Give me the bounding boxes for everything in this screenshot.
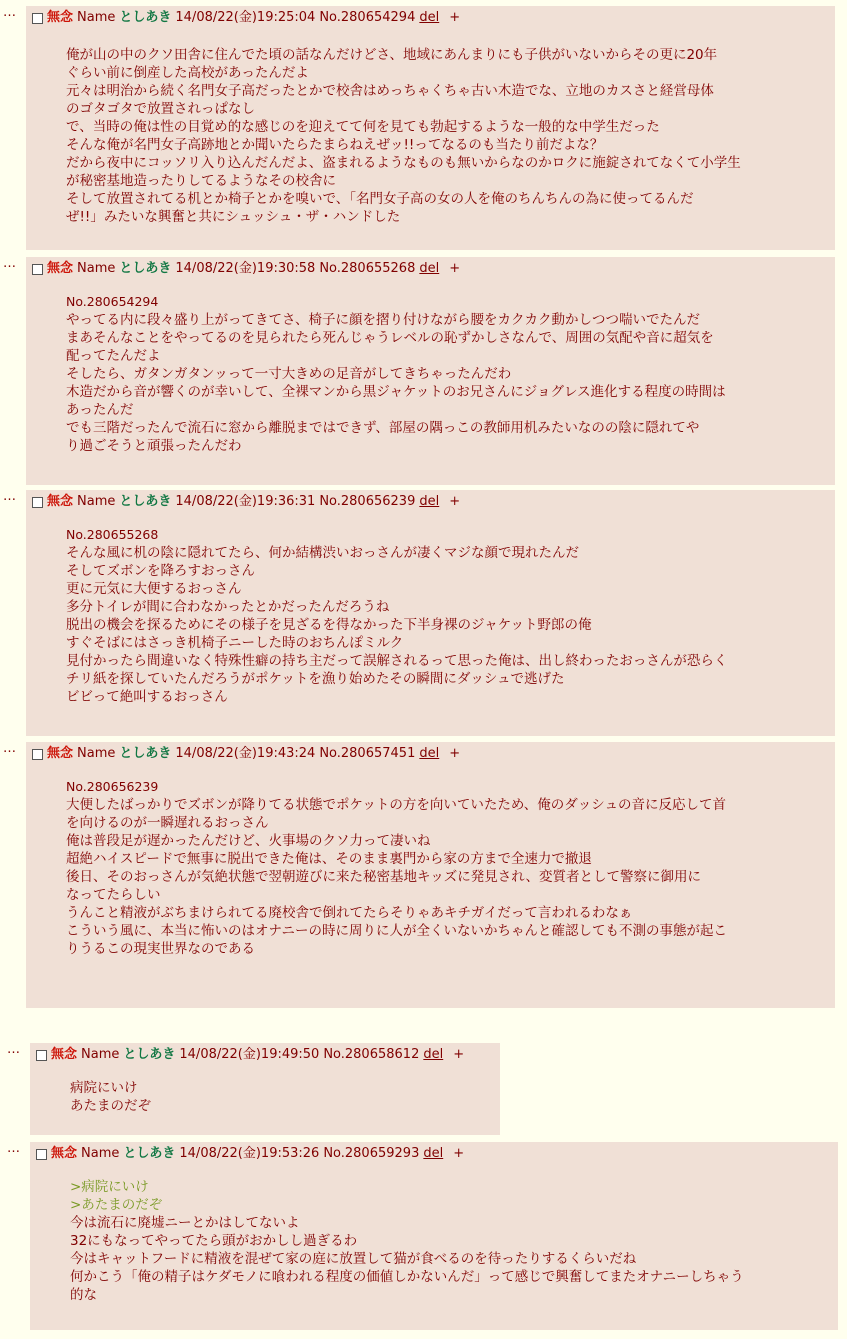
- post-subject: 無念: [51, 1146, 78, 1161]
- body-line: そしてズボンを降ろすおっさん: [66, 563, 255, 579]
- reference-number: No.280655268: [66, 527, 159, 542]
- body-line: りうるこの現実世界なのである: [66, 941, 255, 957]
- select-checkbox[interactable]: [32, 13, 43, 24]
- reply-marker: …: [3, 741, 17, 756]
- body-line: ビビって絶叫するおっさん: [66, 689, 228, 705]
- poster-name: としあき: [119, 261, 172, 276]
- poster-name: としあき: [123, 1047, 176, 1062]
- post-header: [30, 494, 835, 510]
- body-line: のゴタゴタで放置されっぱなし: [66, 101, 255, 117]
- poster-name: としあき: [119, 10, 172, 25]
- plus-button[interactable]: +: [449, 494, 461, 509]
- body-line: そしたら、ガタンガタンッって一寸大きめの足音がしてきちゃったんだわ: [66, 366, 512, 382]
- body-line: だから夜中にコッソリ入り込んだんだよ、盗まれるようなものも無いからなのかロクに施錠されてなくて小学生: [66, 155, 741, 171]
- body-line: チリ紙を探していたんだろうがポケットを漁り始めたその瞬間にダッシュで逃げた: [66, 671, 565, 687]
- body-line: り過ごそうと頑張ったんだわ: [66, 438, 242, 454]
- poster-name: としあき: [119, 746, 172, 761]
- body-line: そして放置されてる机とか椅子とかを嗅いで、「名門女子高の女の人を俺のちんちんの為に使ってるんだ: [66, 191, 694, 207]
- body-line: 今は流石に廃墟ニーとかはしてないよ: [70, 1215, 300, 1231]
- poster-name: としあき: [119, 494, 172, 509]
- body-line: 元々は明治から続く名門女子高だったとかで校舎はめっちゃくちゃ古い木造でな、立地のカスさと経営母体: [66, 83, 714, 99]
- select-checkbox[interactable]: [36, 1050, 47, 1061]
- reply-post: [26, 6, 835, 250]
- body-line: でも三階だったんで流石に窓から離脱まではできず、部屋の隅っこの教師用机みたいなのの陰に隠れてや: [66, 420, 700, 436]
- body-line: 俺が山の中のクソ田舎に住んでた頃の話なんだけどさ、地域にあんまりにも子供がいないからその更に20年: [66, 47, 718, 63]
- post-body: [30, 526, 835, 706]
- post-body: [34, 1079, 500, 1115]
- body-line: 的な: [70, 1287, 97, 1303]
- reply-marker: …: [3, 489, 17, 504]
- body-line: 何かこう「俺の精子はケダモノに喰われる程度の価値しかないんだ」って感じで興奮してまたオナニーしちゃう: [70, 1269, 744, 1285]
- reply-marker: …: [3, 256, 17, 271]
- body-line: ぜ!!」みたいな興奮と共にシュッシュ・ザ・ハンドした: [66, 209, 401, 225]
- body-line: こういう風に、本当に怖いのはオナニーの時に周りに人が全くいないかちゃんと確認しても不測の事態が起こ: [66, 923, 727, 939]
- body-line: 大便したばっかりでズボンが降りてる状態でポケットの方を向いていたため、俺のダッシュの音に反応して首: [66, 797, 727, 813]
- reply-post: [30, 1142, 838, 1330]
- reply-row: [7, 1142, 838, 1330]
- post-header: [30, 746, 835, 762]
- select-checkbox[interactable]: [32, 749, 43, 760]
- name-label: Name: [77, 494, 116, 509]
- name-label: Name: [77, 10, 116, 25]
- reply-row: [3, 490, 835, 736]
- reply-row: [3, 257, 835, 485]
- body-line: 見付かったら間違いなく特殊性癖の持ち主だって誤解されるって思った俺は、出し終わったおっさんが恐らく: [66, 653, 728, 669]
- name-label: Name: [77, 746, 116, 761]
- post-number[interactable]: No.280656239: [319, 494, 416, 509]
- post-date: 14/08/22(金)19:43:24: [175, 746, 316, 761]
- quote-line: >病院にいけ: [70, 1179, 149, 1195]
- body-line: そんな風に机の陰に隠れてたら、何か結構渋いおっさんが凄くマジな顔で現れたんだ: [66, 545, 579, 561]
- body-line: が秘密基地造ったりしてるようなその校舎に: [66, 173, 336, 189]
- name-label: Name: [81, 1047, 120, 1062]
- delete-link[interactable]: del: [423, 1146, 444, 1161]
- plus-button[interactable]: +: [449, 10, 461, 25]
- post-number[interactable]: No.280659293: [323, 1146, 420, 1161]
- reply-post: [26, 742, 835, 1008]
- post-body: [34, 1178, 838, 1304]
- select-checkbox[interactable]: [36, 1149, 47, 1160]
- post-subject: 無念: [47, 10, 74, 25]
- body-line: を向けるのが一瞬遅れるおっさん: [66, 815, 269, 831]
- body-line: で、当時の俺は性の目覚め的な感じのを迎えてて何を見ても勃起するような一般的な中学生だった: [66, 119, 660, 135]
- post-number[interactable]: No.280655268: [319, 261, 416, 276]
- reply-row: [3, 742, 835, 1008]
- body-line: うんこと精液がぶちまけられてる廃校舎で倒れてたらそりゃあキチガイだって言われるわなぁ: [66, 905, 633, 921]
- body-line: 多分トイレが間に合わなかったとかだったんだろうね: [66, 599, 390, 615]
- body-line: あったんだ: [66, 402, 134, 418]
- post-number[interactable]: No.280654294: [319, 10, 416, 25]
- body-line: やってる内に段々盛り上がってきてさ、椅子に顔を摺り付けながら腰をカクカク動かしつつ喘いでたんだ: [66, 312, 700, 328]
- reference-number: No.280654294: [66, 294, 159, 309]
- reply-marker: …: [7, 1141, 21, 1156]
- poster-name: としあき: [123, 1146, 176, 1161]
- plus-button[interactable]: +: [449, 261, 461, 276]
- delete-link[interactable]: del: [419, 261, 440, 276]
- post-header: [30, 261, 835, 277]
- delete-link[interactable]: del: [419, 494, 440, 509]
- post-header: [34, 1146, 838, 1162]
- post-date: 14/08/22(金)19:53:26: [179, 1146, 320, 1161]
- post-subject: 無念: [51, 1047, 78, 1062]
- body-line: ぐらい前に倒産した高校があったんだよ: [66, 65, 309, 81]
- body-line: 今はキャットフードに精液を混ぜて家の庭に放置して猫が食べるのを待ったりするくらいだね: [70, 1251, 637, 1267]
- delete-link[interactable]: del: [419, 10, 440, 25]
- post-body: [30, 46, 835, 226]
- reply-post: [26, 257, 835, 485]
- reply-row: [3, 6, 835, 250]
- post-number[interactable]: No.280657451: [319, 746, 416, 761]
- post-subject: 無念: [47, 746, 74, 761]
- post-header: [30, 10, 835, 26]
- body-line: そんな俺が名門女子高跡地とか聞いたらたまらねえぜッ!!ってなるのも当たり前だよな？: [66, 137, 604, 153]
- body-line: 後日、そのおっさんが気絶状態で翌朝遊びに来た秘密基地キッズに発見され、変質者として警察に御用に: [66, 869, 702, 885]
- delete-link[interactable]: del: [423, 1047, 444, 1062]
- post-date: 14/08/22(金)19:25:04: [175, 10, 316, 25]
- plus-button[interactable]: +: [449, 746, 461, 761]
- plus-button[interactable]: +: [453, 1047, 465, 1062]
- body-line: 32にもなってやってたら頭がおかしし過ぎるわ: [70, 1233, 358, 1249]
- body-line: なってたらしい: [66, 887, 161, 903]
- reply-post: [26, 490, 835, 736]
- body-line: 木造だから音が響くのが幸いして、全裸マンから黒ジャケットのお兄さんにジョグレス進化する程度の時間は: [66, 384, 726, 400]
- post-number[interactable]: No.280658612: [323, 1047, 420, 1062]
- body-line: 脱出の機会を探るためにその様子を見ざるを得なかった下半身裸のジャケット野郎の俺: [66, 617, 592, 633]
- body-line: あたまのだぞ: [70, 1098, 151, 1114]
- select-checkbox[interactable]: [32, 264, 43, 275]
- reply-marker: …: [3, 5, 17, 20]
- name-label: Name: [81, 1146, 120, 1161]
- body-line: 更に元気に大便するおっさん: [66, 581, 242, 597]
- post-date: 14/08/22(金)19:49:50: [179, 1047, 320, 1062]
- post-date: 14/08/22(金)19:36:31: [175, 494, 316, 509]
- post-subject: 無念: [47, 494, 74, 509]
- post-body: [30, 293, 835, 455]
- reply-marker: …: [7, 1042, 21, 1057]
- body-line: 病院にいけ: [70, 1080, 138, 1096]
- reference-number: No.280656239: [66, 779, 159, 794]
- delete-link[interactable]: del: [419, 746, 440, 761]
- post-date: 14/08/22(金)19:30:58: [175, 261, 316, 276]
- body-line: 超絶ハイスピードで無事に脱出できた俺は、そのまま裏門から家の方まで全速力で撤退: [66, 851, 592, 867]
- reply-row: [7, 1043, 500, 1135]
- quote-line: >あたまのだぞ: [70, 1197, 163, 1213]
- post-subject: 無念: [47, 261, 74, 276]
- name-label: Name: [77, 261, 116, 276]
- body-line: まあそんなことをやってるのを見られたら死んじゃうレベルの恥ずかしさなんで、周囲の気配や音に超気を: [66, 330, 714, 346]
- select-checkbox[interactable]: [32, 497, 43, 508]
- post-header: [34, 1047, 500, 1063]
- plus-button[interactable]: +: [453, 1146, 465, 1161]
- body-line: 配ってたんだよ: [66, 348, 161, 364]
- post-body: [30, 778, 835, 958]
- body-line: 俺は普段足が遅かったんだけど、火事場のクソ力って凄いね: [66, 833, 431, 849]
- reply-post: [30, 1043, 500, 1135]
- body-line: すぐそばにはさっき机椅子ニーした時のおちんぽミルク: [66, 635, 404, 651]
